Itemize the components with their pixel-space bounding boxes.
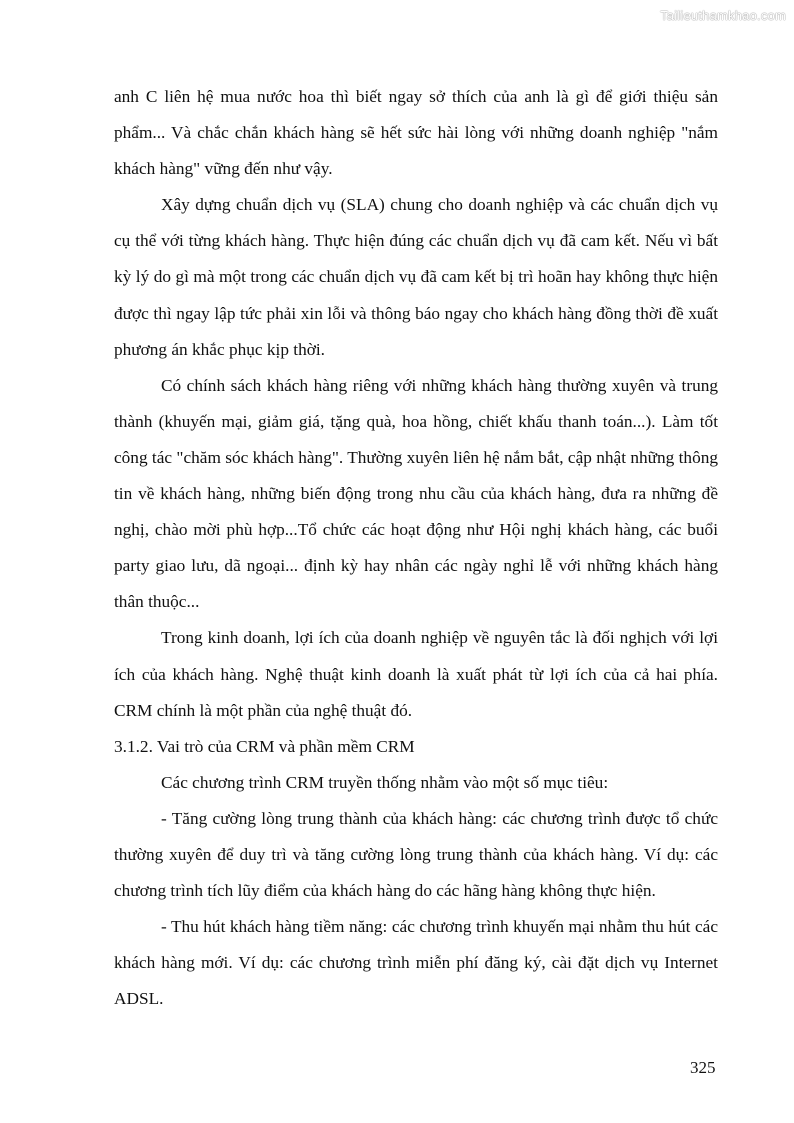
paragraph-customer-policy: Có chính sách khách hàng riêng với những khách hàng thường xuyên và trung thành (khuyến mại, giảm giá, tặng quà, hoa hồng, chiết khấu thanh toán...). Làm tốt công tác "chăm sóc khách hàng". Thường xuyên liên hệ nắm bắt, cập nhật những thông tin về khách hàng, những biến động trong nhu cầu của khách hàng, đưa ra những đề nghị, chào mời phù hợp...Tổ chức các hoạt động như Hội nghị khách hàng, các buổi party giao lưu, dã ngoại... định kỳ hay nhân các ngày nghỉ lễ với những khách hàng thân thuộc... (114, 375, 718, 612)
watermark-text: Tailieuthamkhao.com (660, 8, 786, 23)
paragraph-sla: Xây dựng chuẩn dịch vụ (SLA) chung cho doanh nghiệp và các chuẩn dịch vụ cụ thể với từng khách hàng. Thực hiện đúng các chuẩn dịch vụ đã cam kết. Nếu vì bất kỳ lý do gì mà một trong các chuẩn dịch vụ đã cam kết bị trì hoãn hay không thực hiện được thì ngay lập tức phải xin lỗi và thông báo ngay cho khách hàng đồng thời đề xuất phương án khắc phục kịp thời. (114, 195, 718, 359)
paragraph-continuation: anh C liên hệ mua nước hoa thì biết ngay sở thích của anh là gì để giới thiệu sản phẩm... Và chắc chắn khách hàng sẽ hết sức hài lòng với những doanh nghiệp "nắm khách hàng" vững đến như vậy. (114, 87, 718, 179)
paragraph-business-art: Trong kinh doanh, lợi ích của doanh nghiệp về nguyên tắc là đối nghịch với lợi ích của khách hàng. Nghệ thuật kinh doanh là xuất phát từ lợi ích của cả hai phía. CRM chính là một phần của nghệ thuật đó. (114, 628, 718, 720)
paragraph-acquisition-goal: - Thu hút khách hàng tiềm năng: các chương trình khuyến mại nhằm thu hút các khách hàng mới. Ví dụ: các chương trình miễn phí đăng ký, cài đặt dịch vụ Internet ADSL. (114, 917, 718, 1009)
paragraph-crm-goals-intro: Các chương trình CRM truyền thống nhằm vào một số mục tiêu: (161, 772, 609, 792)
page-content (114, 79, 718, 1017)
section-heading: 3.1.2. Vai trò của CRM và phần mềm CRM (114, 736, 415, 756)
page-number: 325 (690, 1058, 716, 1077)
paragraph-loyalty-goal: - Tăng cường lòng trung thành của khách hàng: các chương trình được tổ chức thường xuyên để duy trì và tăng cường lòng trung thành của khách hàng. Ví dụ: các chương trình tích lũy điểm của khách hàng do các hãng hàng không thực hiện. (114, 808, 718, 901)
